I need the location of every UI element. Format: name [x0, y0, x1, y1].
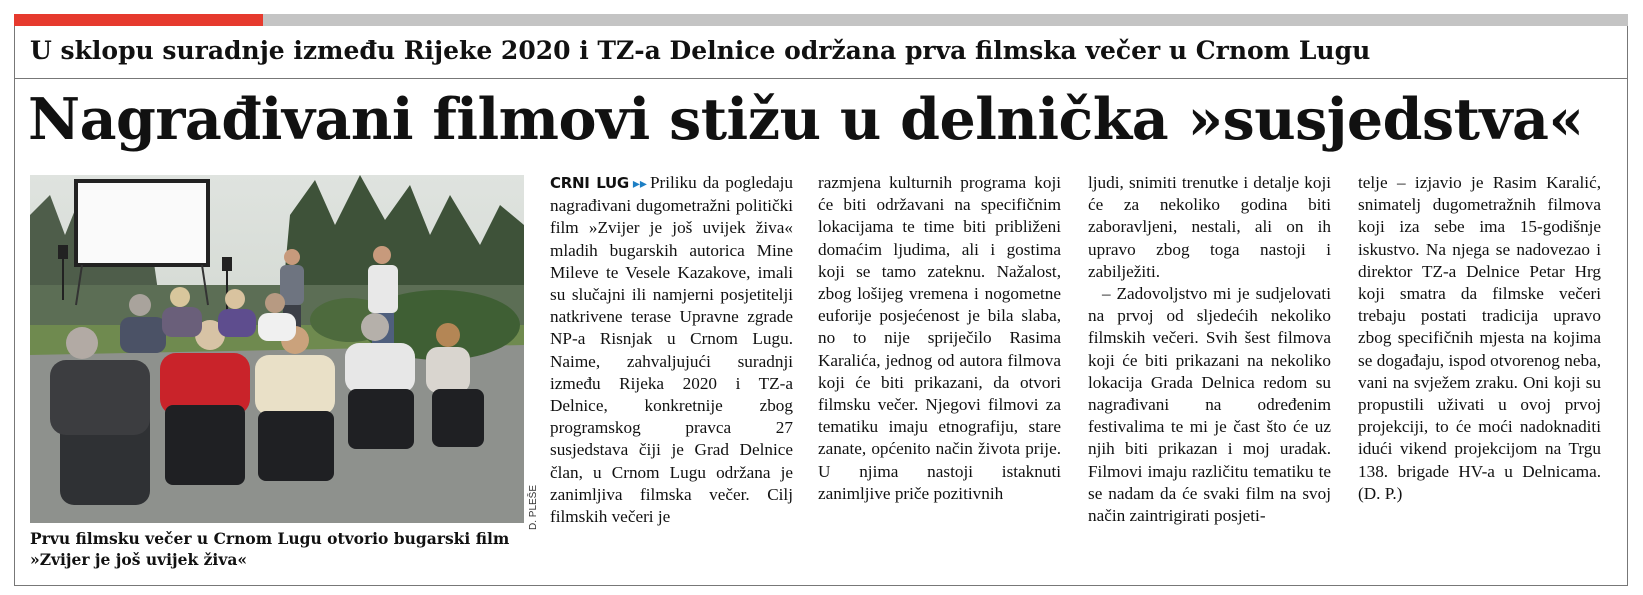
- article-kicker: U sklopu suradnje između Rijeke 2020 i TZ-a Delnice održana prva filmska večer u Crnom Lugu: [30, 36, 1371, 65]
- column-3-paragraph-2: – Zadovoljstvo mi je sudjelovati na prvoj od sljedećih nekoliko filmskih večeri. Svih šest filmova koji će biti prikazani na nekoliko lokacija Grada Delnica redom su nagrađivani na određenim festivalima te mi je čast što će uz njih biti prikazan i moj uradak. Filmovi imaju različitu tematiku te se nadam da će svaki film na svoj način zaintrigirati posjeti-: [1088, 284, 1331, 526]
- photo-credit: D. PLEŠE: [528, 484, 539, 530]
- column-2-text: razmjena kulturnih programa koji će biti održavani na specifičnim lokacijama te time biti približeni domaćim ljudima, ali i gostima koji se tamo zateknu. Nažalost, zbog lošijeg vremena i nogometne euforije posjećenost je bila slaba, no to nije spriječilo Rasima Karalića, jednog od autora filmova koji će biti prikazani, da otvori filmsku večer. Njegovi filmovi za tematiku imaju etnografiju, stare zanate, općenito način života prije. U njima nastoji istaknuti zanimljive priče pozitivnih: [818, 173, 1061, 503]
- article-column-3: [1088, 172, 1331, 527]
- article-column-2: [818, 172, 1061, 505]
- top-accent-bar: [14, 14, 263, 26]
- article-headline: Nagrađivani filmovi stižu u delnička »susjedstva«: [28, 86, 1584, 153]
- column-1-text: Priliku da pogledaju nagrađivani dugometražni politički film »Zvijer je još uvijek živa« mladih bugarskih autorica Mine Mileve te Vesele Kazakove, imali su slučajni ili namjerni posjetitelji natkrivene terase Upravne zgrade NP-a Risnjak u Crnom Lugu. Naime, zahvaljujući suradnji između Rijeka 2020 i TZ-a Delnice, konkretnije zbog programskog pravca 27 susjedstava čiji je Grad Delnice član, u Crnom Lugu održana je zanimljiva filmska večer. Cilj filmskih večeri je: [550, 173, 794, 527]
- top-color-bar: [14, 14, 1628, 26]
- column-4-text: telje – izjavio je Rasim Karalić, snimatelj dugometražnih filmova koji iza sebe ima 15-godišnje iskustvo. Na njega se nadovezao i direktor TZ-a Delnice Petar Hrg koji smatra da filmske večeri trebaju postati tradicija upravo zbog specifičnih mjesta na kojima se događaju, ispod otvorenog neba, vani na svježem zraku. Oni koji su propustili uživati u ovoj prvoj projekciji, to će moći nadoknaditi idući vikend projekcijom na Trgu 138. brigade HV-a u Delnicama. (D. P.): [1358, 173, 1601, 503]
- article-column-4: [1358, 172, 1601, 505]
- double-arrow-icon: ▸▸: [632, 176, 647, 192]
- kicker-divider: [14, 78, 1628, 79]
- article-column-1: [550, 172, 793, 528]
- dateline: CRNI LUG: [550, 174, 629, 192]
- column-3-paragraph-1: ljudi, snimiti trenutke i detalje koji će za nekoliko godina biti zaboravljeni, nestali, ali on ih upravo zbog toga nastoji i zabilježiti.: [1088, 173, 1331, 281]
- article-photo: [30, 175, 524, 523]
- photo-caption: Prvu filmsku večer u Crnom Lugu otvorio bugarski film »Zvijer je još uvijek živa«: [30, 529, 510, 569]
